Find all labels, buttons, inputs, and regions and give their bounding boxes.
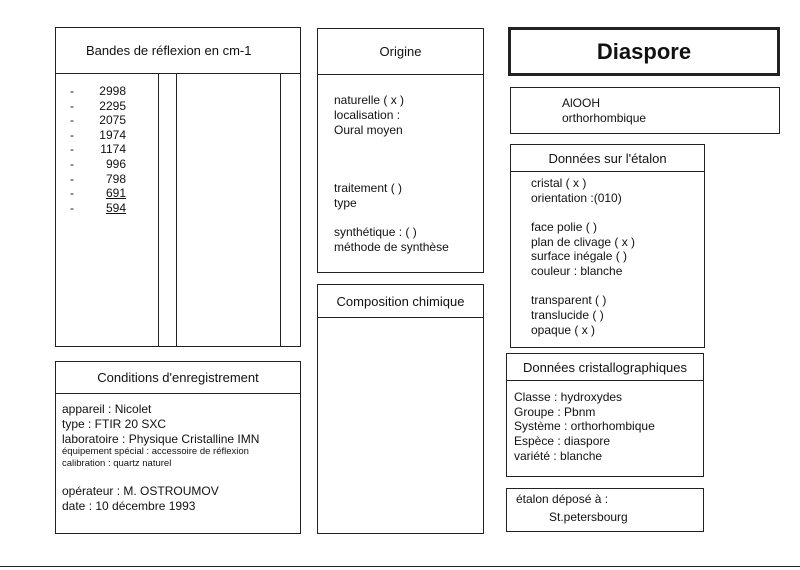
composition-panel (317, 284, 484, 534)
origine-panel (317, 28, 484, 273)
origine-type: type (334, 196, 357, 210)
etalon-panel (510, 144, 705, 348)
cristallo-classe: Classe : hydroxydes (514, 390, 623, 404)
crystal-system-line: orthorhombique (562, 111, 647, 125)
mineral-title: Diaspore (508, 27, 780, 76)
cristallo-panel (506, 353, 704, 477)
bands-column-divider (280, 74, 281, 346)
band-value: 594 (105, 200, 126, 215)
band-value: 2295 (99, 98, 126, 113)
band-row (70, 113, 126, 128)
page-bottom-rule (0, 566, 800, 567)
etalon-face-polie: face polie ( ) (531, 220, 598, 234)
band-row (70, 128, 126, 143)
conditions-date: date : 10 décembre 1993 (62, 499, 196, 513)
bands-column-divider (176, 74, 177, 346)
conditions-operateur: opérateur : M. OSTROUMOV (62, 484, 219, 498)
depot-panel (506, 488, 704, 532)
band-value: 996 (105, 157, 126, 171)
origine-traitement: traitement ( ) (334, 181, 403, 195)
band-row (70, 142, 126, 157)
conditions-appareil: appareil : Nicolet (62, 402, 152, 416)
etalon-orientation: orientation :(010) (531, 191, 622, 205)
band-value: 2998 (99, 84, 126, 98)
etalon-opaque: opaque ( x ) (531, 323, 596, 337)
band-dash: - (70, 127, 74, 142)
etalon-translucide: translucide ( ) (531, 308, 604, 322)
composition-title: Composition chimique (318, 285, 483, 318)
band-row (70, 99, 126, 114)
formula-line: AlOOH (562, 96, 601, 110)
band-dash: - (70, 98, 74, 113)
cristallo-title: Données cristallographiques (507, 354, 703, 381)
etalon-transparent: transparent ( ) (531, 293, 607, 307)
conditions-panel (55, 361, 301, 534)
band-dash: - (70, 157, 74, 171)
band-dash: - (70, 84, 74, 98)
etalon-couleur: couleur : blanche (531, 264, 623, 278)
origine-localisation-value: Oural moyen (334, 123, 403, 137)
conditions-calibration: calibration : quartz naturel (62, 458, 172, 469)
conditions-equipement: équipement spécial : accessoire de réflexion (62, 446, 249, 457)
bands-panel (55, 27, 301, 347)
band-row (70, 84, 126, 99)
band-value: 1974 (99, 127, 126, 142)
band-row (70, 186, 126, 201)
origine-localisation: localisation : (334, 108, 401, 122)
band-row (70, 157, 126, 172)
etalon-title: Données sur l'étalon (511, 145, 704, 172)
band-dash: - (70, 113, 74, 128)
band-dash: - (70, 171, 74, 186)
etalon-plan-clivage: plan de clivage ( x ) (531, 235, 636, 249)
origine-synthetique: synthétique : ( ) (334, 225, 417, 239)
band-value: 691 (105, 186, 126, 201)
band-dash: - (70, 186, 74, 201)
formula-panel (510, 87, 780, 134)
origine-methode: méthode de synthèse (334, 240, 449, 254)
bands-title: Bandes de réflexion en cm-1 (56, 28, 300, 74)
origine-title: Origine (318, 29, 483, 75)
conditions-title: Conditions d'enregistrement (56, 362, 300, 394)
band-row (70, 201, 126, 216)
conditions-type: type : FTIR 20 SXC (62, 417, 167, 431)
conditions-laboratoire: laboratoire : Physique Cristalline IMN (62, 432, 260, 446)
cristallo-variete: variété : blanche (514, 449, 603, 463)
cristallo-espece: Espèce : diaspore (514, 434, 611, 448)
etalon-cristal: cristal ( x ) (531, 176, 587, 190)
depot-value: St.petersbourg (549, 510, 628, 524)
depot-label: étalon déposé à : (516, 492, 609, 506)
cristallo-groupe: Groupe : Pbnm (514, 405, 596, 419)
band-dash: - (70, 142, 74, 157)
band-row (70, 172, 126, 187)
bands-column-divider (158, 74, 159, 346)
band-dash: - (70, 200, 74, 215)
origine-naturelle: naturelle ( x ) (334, 93, 405, 107)
band-value: 2075 (99, 113, 126, 128)
band-value: 1174 (100, 142, 126, 157)
cristallo-systeme: Système : orthorhombique (514, 419, 655, 433)
band-value: 798 (105, 171, 126, 186)
etalon-surface-inegale: surface inégale ( ) (531, 249, 628, 263)
